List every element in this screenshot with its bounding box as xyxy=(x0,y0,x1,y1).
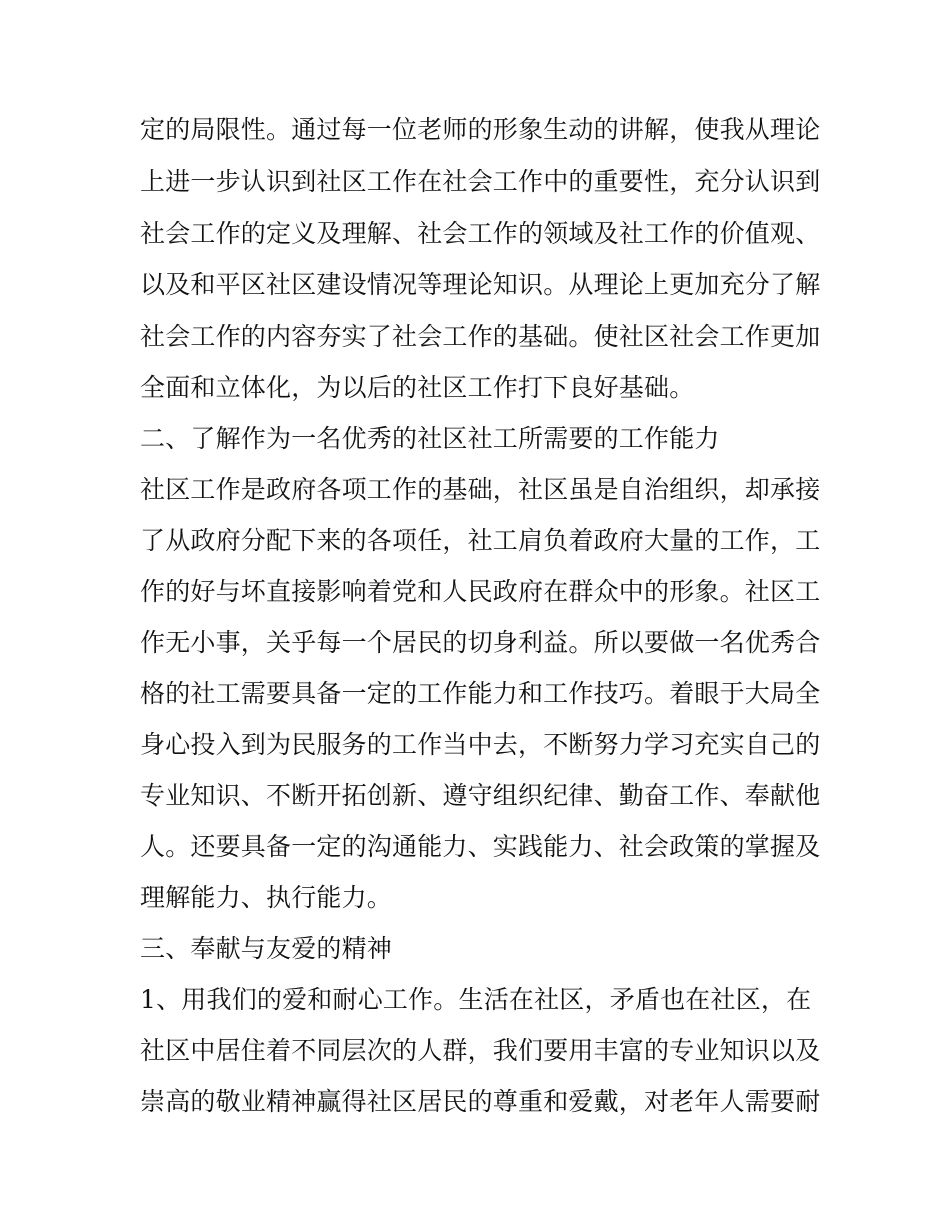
text-line: 定的局限性。通过每一位老师的形象生动的讲解，使我从理论 xyxy=(140,115,821,144)
text-line: 作无小事，关乎每一个居民的切身利益。所以要做一名优秀合 xyxy=(140,628,821,657)
text-line: 社区中居住着不同层次的人群，我们要用丰富的专业知识以及 xyxy=(140,1036,821,1065)
text-line: 格的社工需要具备一定的工作能力和工作技巧。着眼于大局全 xyxy=(140,679,821,708)
text-line: 身心投入到为民服务的工作当中去，不断努力学习充实自己的 xyxy=(140,730,821,759)
text-line: 上进一步认识到社区工作在社会工作中的重要性，充分认识到 xyxy=(140,167,821,196)
text-line: 社会工作的定义及理解、社会工作的领域及社工作的价值观、 xyxy=(140,219,821,248)
text-line: 了从政府分配下来的各项任，社工肩负着政府大量的工作，工 xyxy=(140,526,821,555)
text-line: 崇高的敬业精神赢得社区居民的尊重和爱戴，对老年人需要耐 xyxy=(140,1087,821,1116)
text-line: 人。还要具备一定的沟通能力、实践能力、社会政策的掌握及 xyxy=(140,832,821,861)
text-line: 社会工作的内容夯实了社会工作的基础。使社区社会工作更加 xyxy=(140,322,821,351)
section-heading: 二、了解作为一名优秀的社区社工所需要的工作能力 xyxy=(140,424,720,453)
text-line: 全面和立体化，为以后的社区工作打下良好基础。 xyxy=(140,373,695,402)
text-line: 理解能力、执行能力。 xyxy=(140,883,393,912)
text-line: 以及和平区社区建设情况等理论知识。从理论上更加充分了解 xyxy=(140,270,821,299)
text-line: 1、用我们的爱和耐心工作。生活在社区，矛盾也在社区，在 xyxy=(140,985,812,1014)
text-line: 社区工作是政府各项工作的基础，社区虽是自治组织，却承接 xyxy=(140,475,821,504)
text-line: 专业知识、不断开拓创新、遵守组织纪律、勤奋工作、奉献他 xyxy=(140,781,821,810)
section-heading: 三、奉献与友爱的精神 xyxy=(140,934,393,963)
text-line: 作的好与坏直接影响着党和人民政府在群众中的形象。社区工 xyxy=(140,577,821,606)
